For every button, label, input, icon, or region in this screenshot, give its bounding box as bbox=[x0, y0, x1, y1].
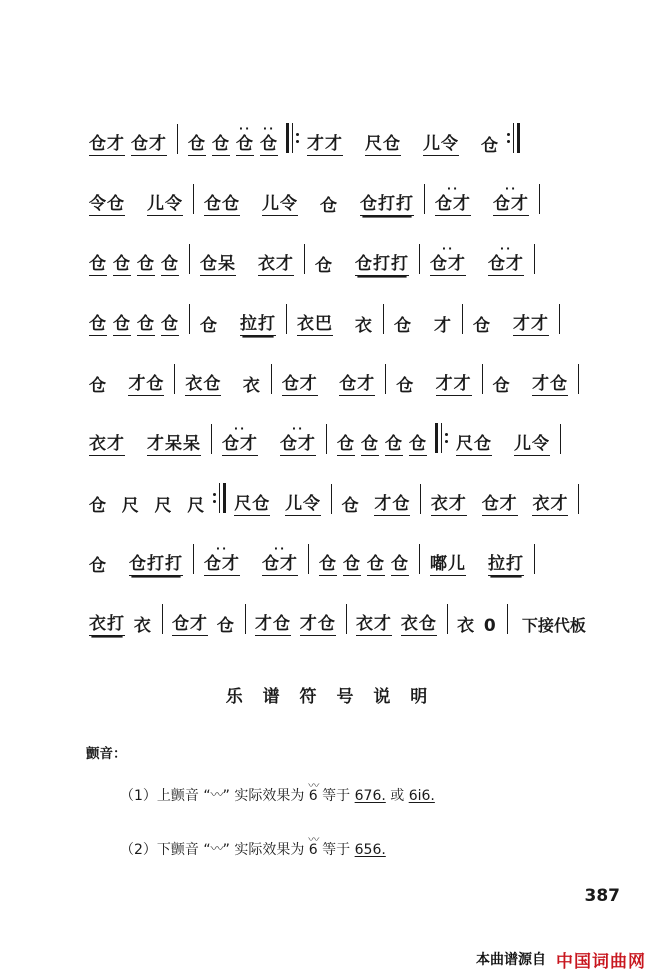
score-syllable bbox=[185, 136, 209, 156]
barline bbox=[174, 364, 175, 394]
syllable-text: 仓 bbox=[89, 314, 107, 335]
syllable-text: 尺仓 bbox=[456, 434, 492, 455]
score-annotation: 下接代板 bbox=[521, 616, 586, 635]
score-syllable bbox=[86, 436, 128, 456]
syllable-text: 衣才 bbox=[356, 614, 393, 635]
score-syllable bbox=[485, 556, 527, 576]
syllable-text: 仓 bbox=[396, 376, 415, 397]
barline bbox=[534, 244, 535, 274]
syllable-text: 仓 bbox=[89, 496, 107, 517]
score-syllable bbox=[144, 436, 204, 456]
score-system bbox=[86, 336, 586, 396]
accent-dots-icon: ·· bbox=[262, 122, 276, 136]
syllable-text: 仓 bbox=[473, 316, 491, 337]
accent-dots-icon: ·· bbox=[238, 122, 252, 136]
score-syllable bbox=[529, 376, 571, 396]
line1-note: 〰 6 bbox=[308, 779, 319, 804]
score-syllable bbox=[481, 618, 500, 636]
syllable-text: 儿令 bbox=[147, 194, 183, 215]
accent-dots-icon: ·· bbox=[291, 422, 305, 436]
barline bbox=[419, 244, 420, 274]
syllable-text: 衣才 bbox=[89, 434, 125, 455]
syllable-text: 仓才 bbox=[89, 134, 125, 155]
score-syllable bbox=[277, 422, 319, 456]
score-syllable bbox=[86, 558, 110, 576]
score-syllable bbox=[233, 122, 257, 156]
page-number: 387 bbox=[584, 886, 620, 906]
explanation-line-2 bbox=[120, 833, 386, 859]
syllable-text: 衣仓 bbox=[400, 614, 437, 635]
barline bbox=[462, 304, 463, 334]
score-syllable bbox=[86, 498, 110, 516]
syllable-text: 才才 bbox=[435, 374, 472, 395]
barline bbox=[189, 304, 190, 334]
syllable-text: 儿令 bbox=[262, 194, 298, 215]
line1-prefix: （1）上颤音 “ bbox=[120, 788, 211, 804]
score-syllable bbox=[184, 498, 208, 516]
syllable-text: 仓 bbox=[200, 316, 218, 337]
score-syllable bbox=[362, 136, 404, 156]
score-syllable bbox=[297, 616, 339, 636]
syllable-text: 仓 bbox=[188, 134, 206, 155]
syllable-text: 衣 bbox=[457, 616, 476, 637]
syllable-text: 才仓 bbox=[128, 374, 165, 395]
syllable-text: 仓才 bbox=[222, 434, 258, 455]
footer-watermark bbox=[0, 938, 660, 980]
barline bbox=[534, 544, 535, 574]
score-system bbox=[86, 276, 586, 336]
syllable-text: 尺 bbox=[154, 496, 173, 517]
syllable-text: 仓才 bbox=[430, 254, 466, 275]
syllable-text: 仓才 bbox=[339, 374, 376, 395]
syllable-text: 尺 bbox=[187, 496, 206, 517]
score-syllable bbox=[201, 196, 243, 216]
score-syllable bbox=[371, 496, 413, 516]
syllable-text: 尺 bbox=[121, 496, 140, 517]
repeat-start-icon bbox=[286, 122, 299, 154]
score-syllable bbox=[398, 616, 440, 636]
score-syllable bbox=[86, 256, 110, 276]
syllable-text: 仓 bbox=[320, 196, 338, 217]
barline bbox=[304, 244, 305, 274]
score-syllable bbox=[393, 378, 417, 396]
syllable-text: 仓才 bbox=[280, 434, 316, 455]
syllable-text: 仓 bbox=[367, 554, 385, 575]
barline bbox=[308, 544, 309, 574]
score-syllable bbox=[317, 198, 341, 216]
syllable-text: 仓 bbox=[137, 314, 155, 335]
score-syllable bbox=[420, 136, 462, 156]
score-syllable bbox=[406, 436, 430, 456]
syllable-text: 才仓 bbox=[532, 374, 569, 395]
score-syllable bbox=[453, 436, 495, 456]
accent-dots-icon: ·· bbox=[504, 182, 518, 196]
score-syllable bbox=[304, 136, 346, 156]
barline bbox=[177, 124, 178, 154]
syllable-text: 令仓 bbox=[89, 194, 125, 215]
explanation-line-1 bbox=[120, 779, 435, 805]
syllable-text: 仓 bbox=[409, 434, 427, 455]
syllable-text: 仓仓 bbox=[204, 194, 240, 215]
syllable-text: 儿令 bbox=[285, 494, 322, 515]
score-system bbox=[86, 456, 586, 516]
score-syllable bbox=[86, 616, 128, 636]
score-syllable bbox=[158, 256, 182, 276]
score-syllable bbox=[255, 256, 297, 276]
score-syllable bbox=[219, 422, 261, 456]
score-syllable bbox=[110, 256, 134, 276]
syllable-text: 儿令 bbox=[514, 434, 550, 455]
score-syllable bbox=[490, 182, 532, 216]
syllable-text: 仓 bbox=[315, 256, 333, 277]
barline bbox=[271, 364, 272, 394]
score-syllable bbox=[388, 556, 412, 576]
score-syllable bbox=[339, 498, 363, 516]
accent-dots-icon: ·· bbox=[499, 242, 513, 256]
syllable-text: 仓 bbox=[319, 554, 337, 575]
syllable-text: 仓 bbox=[161, 254, 179, 275]
barline bbox=[383, 304, 384, 334]
score-syllable bbox=[252, 616, 294, 636]
syllable-text: 仓 bbox=[89, 376, 107, 397]
score-syllable bbox=[294, 316, 336, 336]
syllable-text: 仓 bbox=[113, 314, 131, 335]
tremolo-icon: 〰 bbox=[210, 788, 223, 803]
barline bbox=[326, 424, 327, 454]
score-syllable bbox=[131, 618, 155, 636]
score-syllable bbox=[510, 316, 552, 336]
syllable-text: 仓 bbox=[89, 556, 107, 577]
score-syllable bbox=[182, 376, 224, 396]
accent-dots-icon: ·· bbox=[441, 242, 455, 256]
score-syllable bbox=[257, 122, 281, 156]
score-syllable bbox=[119, 498, 143, 516]
syllable-text: 仓打打 bbox=[129, 554, 183, 575]
score-syllable bbox=[432, 182, 474, 216]
score-syllable bbox=[479, 496, 521, 516]
syllable-text: 仓才 bbox=[204, 554, 240, 575]
syllable-text: 拉打 bbox=[240, 314, 276, 335]
line2-equals: 等于 bbox=[322, 842, 351, 858]
barline bbox=[211, 424, 212, 454]
syllable-text: 仓才 bbox=[262, 554, 298, 575]
score-syllable bbox=[169, 616, 211, 636]
barline bbox=[419, 544, 420, 574]
score-syllable bbox=[152, 498, 176, 516]
score-syllable bbox=[427, 556, 469, 576]
score-syllable bbox=[511, 436, 553, 456]
syllable-text: 尺仓 bbox=[365, 134, 401, 155]
syllable-text: 仓才 bbox=[131, 134, 167, 155]
syllable-text: 仓 bbox=[161, 314, 179, 335]
score-syllable bbox=[431, 318, 455, 336]
line1-result-2: 6i6. bbox=[408, 788, 435, 804]
score-system bbox=[86, 216, 586, 276]
score-syllable bbox=[490, 378, 514, 396]
syllable-text: 衣打 bbox=[89, 614, 125, 635]
score-syllable bbox=[352, 318, 376, 336]
score-syllable bbox=[353, 616, 395, 636]
syllable-text: 衣 bbox=[355, 316, 373, 337]
score-syllable bbox=[134, 316, 158, 336]
score-syllable bbox=[316, 556, 340, 576]
syllable-text: 才呆呆 bbox=[147, 434, 201, 455]
score-syllable bbox=[454, 618, 478, 636]
barline bbox=[193, 184, 194, 214]
line2-note: 〰 6 bbox=[308, 833, 319, 858]
barline bbox=[424, 184, 425, 214]
score-syllable bbox=[282, 496, 324, 516]
line1-middle: ” 实际效果为 bbox=[222, 788, 305, 804]
score-system bbox=[86, 396, 586, 456]
barline bbox=[286, 304, 287, 334]
score-syllable bbox=[334, 436, 358, 456]
footer-source-label: 本曲谱源自 bbox=[476, 952, 546, 968]
syllable-text: 仓才 bbox=[435, 194, 471, 215]
syllable-text: 仓 bbox=[89, 254, 107, 275]
score-syllable bbox=[86, 316, 110, 336]
accent-dots-icon: ·· bbox=[446, 182, 460, 196]
score-syllable bbox=[144, 196, 186, 216]
syllable-text: 衣才 bbox=[430, 494, 467, 515]
line1-or: 或 bbox=[390, 788, 405, 804]
score-system bbox=[86, 156, 586, 216]
accent-dots-icon: ·· bbox=[273, 542, 287, 556]
barline bbox=[385, 364, 386, 394]
score-syllable bbox=[382, 436, 406, 456]
barline bbox=[559, 304, 560, 334]
syllable-text: 才仓 bbox=[299, 614, 336, 635]
barline bbox=[193, 544, 194, 574]
syllable-text: 嘟儿 bbox=[430, 554, 466, 575]
score-syllable bbox=[357, 196, 417, 216]
syllable-text: 仓 bbox=[394, 316, 412, 337]
syllable-text: 拉打 bbox=[488, 554, 524, 575]
syllable-text: 衣才 bbox=[258, 254, 294, 275]
syllable-text: 才才 bbox=[513, 314, 549, 335]
syllable-text: 仓 bbox=[385, 434, 403, 455]
syllable-text: 衣仓 bbox=[185, 374, 222, 395]
barline bbox=[578, 484, 579, 514]
repeat-end-icon bbox=[213, 482, 226, 514]
barline bbox=[539, 184, 540, 214]
line2-prefix: （2）下颤音 “ bbox=[120, 842, 211, 858]
explanation-subtitle: 颤音： bbox=[86, 746, 127, 762]
syllable-text: 仓 bbox=[492, 376, 511, 397]
syllable-text: 才仓 bbox=[374, 494, 411, 515]
score-syllable bbox=[259, 542, 301, 576]
syllable-text: 仓 bbox=[391, 554, 409, 575]
syllable-text: 仓 bbox=[361, 434, 379, 455]
trill-mark-icon: 〰 bbox=[308, 779, 319, 792]
barline bbox=[578, 364, 579, 394]
percussion-score bbox=[86, 96, 586, 636]
syllable-text: 衣才 bbox=[532, 494, 569, 515]
repeat-start-icon bbox=[435, 422, 448, 454]
score-syllable bbox=[240, 378, 264, 396]
syllable-text: 衣 bbox=[133, 616, 152, 637]
syllable-text: 仓 bbox=[212, 134, 230, 155]
syllable-text: 仓 bbox=[260, 134, 278, 155]
syllable-text: 仓 bbox=[236, 134, 254, 155]
syllable-text: 仓 bbox=[343, 554, 361, 575]
syllable-text: 仓 bbox=[113, 254, 131, 275]
line1-equals: 等于 bbox=[322, 788, 351, 804]
line2-middle: ” 实际效果为 bbox=[222, 842, 305, 858]
score-syllable bbox=[128, 136, 170, 156]
score-syllable bbox=[364, 556, 388, 576]
syllable-text: 仓 bbox=[337, 434, 355, 455]
barline bbox=[560, 424, 561, 454]
line2-result-1: 656. bbox=[354, 842, 386, 858]
score-syllable bbox=[209, 136, 233, 156]
trill-mark-icon-2: 〰 bbox=[308, 833, 319, 846]
barline bbox=[189, 244, 190, 274]
accent-dots-icon: ·· bbox=[215, 542, 229, 556]
score-syllable bbox=[352, 256, 412, 276]
score-syllable bbox=[312, 258, 336, 276]
syllable-text: 才才 bbox=[307, 134, 343, 155]
barline bbox=[420, 484, 421, 514]
barline bbox=[482, 364, 483, 394]
syllable-text: 尺仓 bbox=[234, 494, 271, 515]
score-syllable bbox=[340, 556, 364, 576]
syllable-text: 仓打打 bbox=[355, 254, 409, 275]
score-syllable bbox=[231, 496, 273, 516]
score-syllable bbox=[86, 136, 128, 156]
score-syllable bbox=[485, 242, 527, 276]
barline bbox=[331, 484, 332, 514]
score-syllable bbox=[110, 316, 134, 336]
score-syllable bbox=[134, 256, 158, 276]
line1-result-1: 676. bbox=[354, 788, 386, 804]
score-syllable bbox=[433, 376, 475, 396]
explanation-title: 乐 谱 符 号 说 明 bbox=[225, 687, 435, 707]
score-syllable bbox=[125, 376, 167, 396]
score-syllable bbox=[197, 318, 221, 336]
score-syllable bbox=[197, 256, 239, 276]
score-syllable bbox=[214, 618, 238, 636]
score-syllable bbox=[336, 376, 378, 396]
score-system bbox=[86, 516, 586, 576]
score-syllable bbox=[427, 242, 469, 276]
syllable-text: 0 bbox=[483, 616, 497, 637]
score-syllable bbox=[279, 376, 321, 396]
syllable-text: 才仓 bbox=[255, 614, 292, 635]
score-syllable bbox=[391, 318, 415, 336]
syllable-text: 仓 bbox=[137, 254, 155, 275]
score-syllable bbox=[86, 378, 110, 396]
footer-brand: 中国词曲网 bbox=[556, 951, 646, 972]
syllable-text: 儿令 bbox=[423, 134, 459, 155]
syllable-text: 仓 bbox=[481, 136, 499, 157]
repeat-end-icon bbox=[507, 122, 520, 154]
score-syllable bbox=[470, 318, 494, 336]
score-syllable bbox=[237, 316, 279, 336]
syllable-text: 仓打打 bbox=[360, 194, 414, 215]
syllable-text: 仓才 bbox=[281, 374, 318, 395]
syllable-text: 衣巴 bbox=[297, 314, 333, 335]
score-system bbox=[86, 576, 586, 636]
syllable-text: 仓才 bbox=[493, 194, 529, 215]
tremolo-icon-2: 〰 bbox=[210, 842, 223, 857]
syllable-text: 仓才 bbox=[172, 614, 209, 635]
syllable-text: 仓呆 bbox=[200, 254, 236, 275]
score-syllable bbox=[126, 556, 186, 576]
accent-dots-icon: ·· bbox=[233, 422, 247, 436]
syllable-text: 衣 bbox=[242, 376, 261, 397]
score-syllable bbox=[358, 436, 382, 456]
syllable-text: 仓 bbox=[216, 616, 235, 637]
syllable-text: 仓 bbox=[341, 496, 360, 517]
score-system bbox=[86, 96, 586, 156]
score-syllable bbox=[478, 138, 502, 156]
syllable-text: 仓才 bbox=[488, 254, 524, 275]
score-syllable bbox=[201, 542, 243, 576]
score-syllable bbox=[158, 316, 182, 336]
syllable-text: 仓才 bbox=[481, 494, 518, 515]
score-syllable bbox=[428, 496, 470, 516]
score-syllable bbox=[86, 196, 128, 216]
score-syllable bbox=[259, 196, 301, 216]
syllable-text: 才 bbox=[434, 316, 452, 337]
score-syllable bbox=[529, 496, 571, 516]
